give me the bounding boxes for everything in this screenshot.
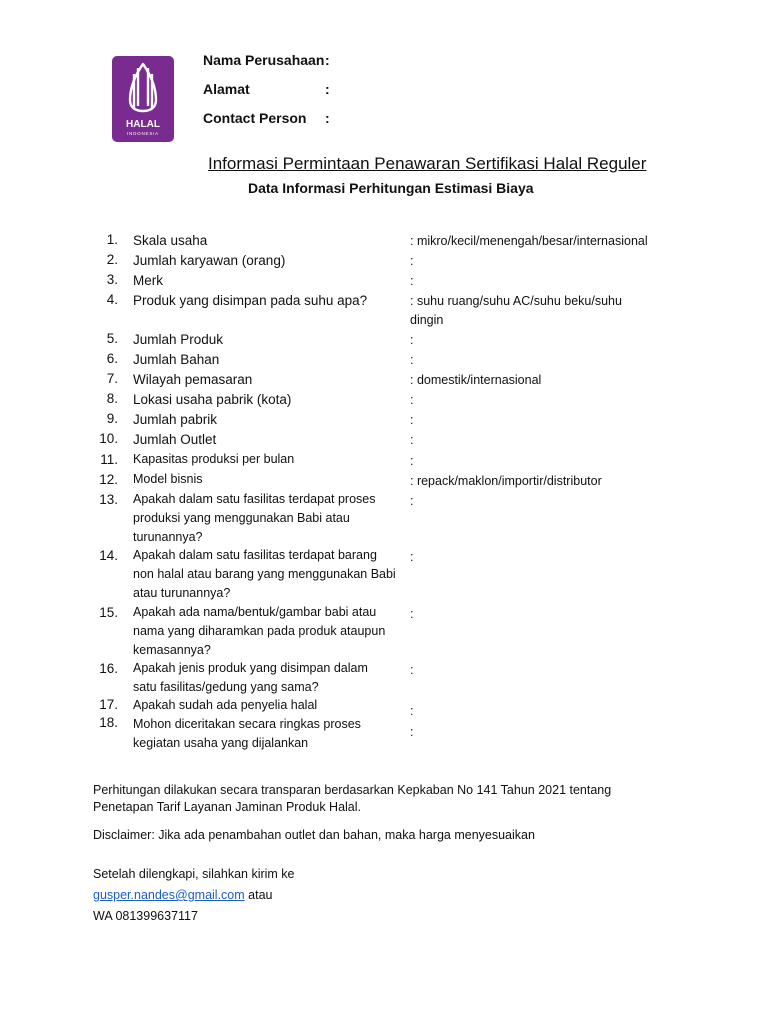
calculation-note-line2: Penetapan Tarif Layanan Jaminan Produk Halal. bbox=[93, 800, 361, 814]
item-question: Wilayah pemasaran bbox=[133, 372, 253, 387]
item-number: 15. bbox=[99, 605, 118, 620]
item-question: Skala usaha bbox=[133, 233, 208, 248]
item-question: Apakah dalam satu fasilitas terdapat proses produksi yang menggunakan Babi atau turunannya? bbox=[133, 492, 376, 544]
item-number: 12. bbox=[99, 472, 118, 487]
item-number: 14. bbox=[99, 548, 118, 563]
item-answer: : bbox=[410, 454, 414, 468]
item-answer: : repack/maklon/importir/distributor bbox=[410, 474, 602, 488]
item-number: 18. bbox=[99, 715, 118, 730]
address-colon: : bbox=[325, 81, 330, 97]
item-number: 3. bbox=[106, 272, 118, 287]
item-number: 2. bbox=[106, 252, 118, 267]
item-question: Model bisnis bbox=[133, 472, 203, 486]
send-instruction: Setelah dilengkapi, silahkan kirim ke bbox=[93, 867, 295, 881]
item-number: 8. bbox=[106, 391, 118, 406]
item-question: Kapasitas produksi per bulan bbox=[133, 452, 295, 466]
item-answer: : bbox=[410, 274, 414, 288]
item-question: Apakah jenis produk yang disimpan dalam satu fasilitas/gedung yang sama? bbox=[133, 661, 368, 694]
email-link[interactable]: gusper.nandes@gmail.com bbox=[93, 888, 245, 902]
item-answer: : bbox=[410, 550, 414, 564]
disclaimer-text: Disclaimer: Jika ada penambahan outlet dan bahan, maka harga menyesuaikan bbox=[93, 828, 535, 842]
item-number: 11. bbox=[100, 452, 118, 467]
item-number: 16. bbox=[99, 661, 118, 676]
item-number: 5. bbox=[106, 331, 118, 346]
item-question: Jumlah Produk bbox=[133, 332, 224, 347]
contact-person-label: Contact Person bbox=[203, 110, 307, 126]
contact-person-colon: : bbox=[325, 110, 330, 126]
item-number: 13. bbox=[99, 492, 118, 507]
item-question: Jumlah Bahan bbox=[133, 352, 220, 367]
item-answer: : bbox=[410, 494, 414, 508]
item-answer: : bbox=[410, 353, 414, 367]
item-number: 1. bbox=[106, 232, 118, 247]
item-question: Jumlah pabrik bbox=[133, 412, 218, 427]
item-question: Apakah sudah ada penyelia halal bbox=[133, 698, 318, 712]
item-number: 17. bbox=[99, 697, 118, 712]
document-title: Informasi Permintaan Penawaran Sertifikasi Halal Reguler bbox=[208, 154, 647, 173]
document-subtitle: Data Informasi Perhitungan Estimasi Biaya bbox=[248, 180, 534, 196]
email-line bbox=[93, 886, 272, 904]
email-atau: atau bbox=[244, 888, 273, 902]
item-answer: : bbox=[410, 413, 414, 427]
company-name-colon: : bbox=[325, 52, 330, 68]
item-number: 9. bbox=[106, 411, 118, 426]
item-question: Jumlah Outlet bbox=[133, 432, 217, 447]
item-answer: : bbox=[410, 393, 414, 407]
item-answer: : bbox=[410, 333, 414, 347]
logo-text: HALAL bbox=[126, 119, 160, 130]
item-question: Merk bbox=[133, 273, 163, 288]
logo-subtext: INDONESIA bbox=[127, 131, 159, 136]
company-name-label: Nama Perusahaan bbox=[203, 52, 325, 68]
address-label: Alamat bbox=[203, 81, 250, 97]
item-question: Apakah ada nama/bentuk/gambar babi atau nama yang diharamkan pada produk ataupun kemasannya? bbox=[133, 605, 386, 657]
disclaimer bbox=[93, 826, 535, 844]
item-number: 7. bbox=[106, 371, 118, 386]
item-answer: : bbox=[410, 433, 414, 447]
item-question: Apakah dalam satu fasilitas terdapat barang non halal atau barang yang menggunakan Babi atau turunannya? bbox=[133, 548, 396, 600]
item-answer: : bbox=[410, 663, 414, 677]
item-question: Jumlah karyawan (orang) bbox=[133, 253, 286, 268]
item-answer: : bbox=[410, 607, 414, 621]
item-answer: : suhu ruang/suhu AC/suhu beku/suhu dingin bbox=[410, 294, 622, 327]
halal-indonesia-logo bbox=[112, 56, 174, 142]
item-question: Lokasi usaha pabrik (kota) bbox=[133, 392, 292, 407]
item-answer: : bbox=[410, 704, 414, 718]
item-answer: : bbox=[410, 254, 414, 268]
item-question: Produk yang disimpan pada suhu apa? bbox=[133, 293, 368, 308]
item-number: 6. bbox=[106, 351, 118, 366]
calculation-note-line1: Perhitungan dilakukan secara transparan berdasarkan Kepkaban No 141 Tahun 2021 tentang bbox=[93, 783, 612, 797]
item-answer: : bbox=[410, 725, 414, 739]
item-number: 10. bbox=[99, 431, 118, 446]
item-answer: : mikro/kecil/menengah/besar/internasional bbox=[410, 234, 648, 248]
item-number: 4. bbox=[106, 292, 118, 307]
whatsapp-number: WA 081399637117 bbox=[93, 909, 198, 923]
item-answer: : domestik/internasional bbox=[410, 373, 542, 387]
item-question: Mohon diceritakan secara ringkas proses kegiatan usaha yang dijalankan bbox=[133, 717, 361, 750]
